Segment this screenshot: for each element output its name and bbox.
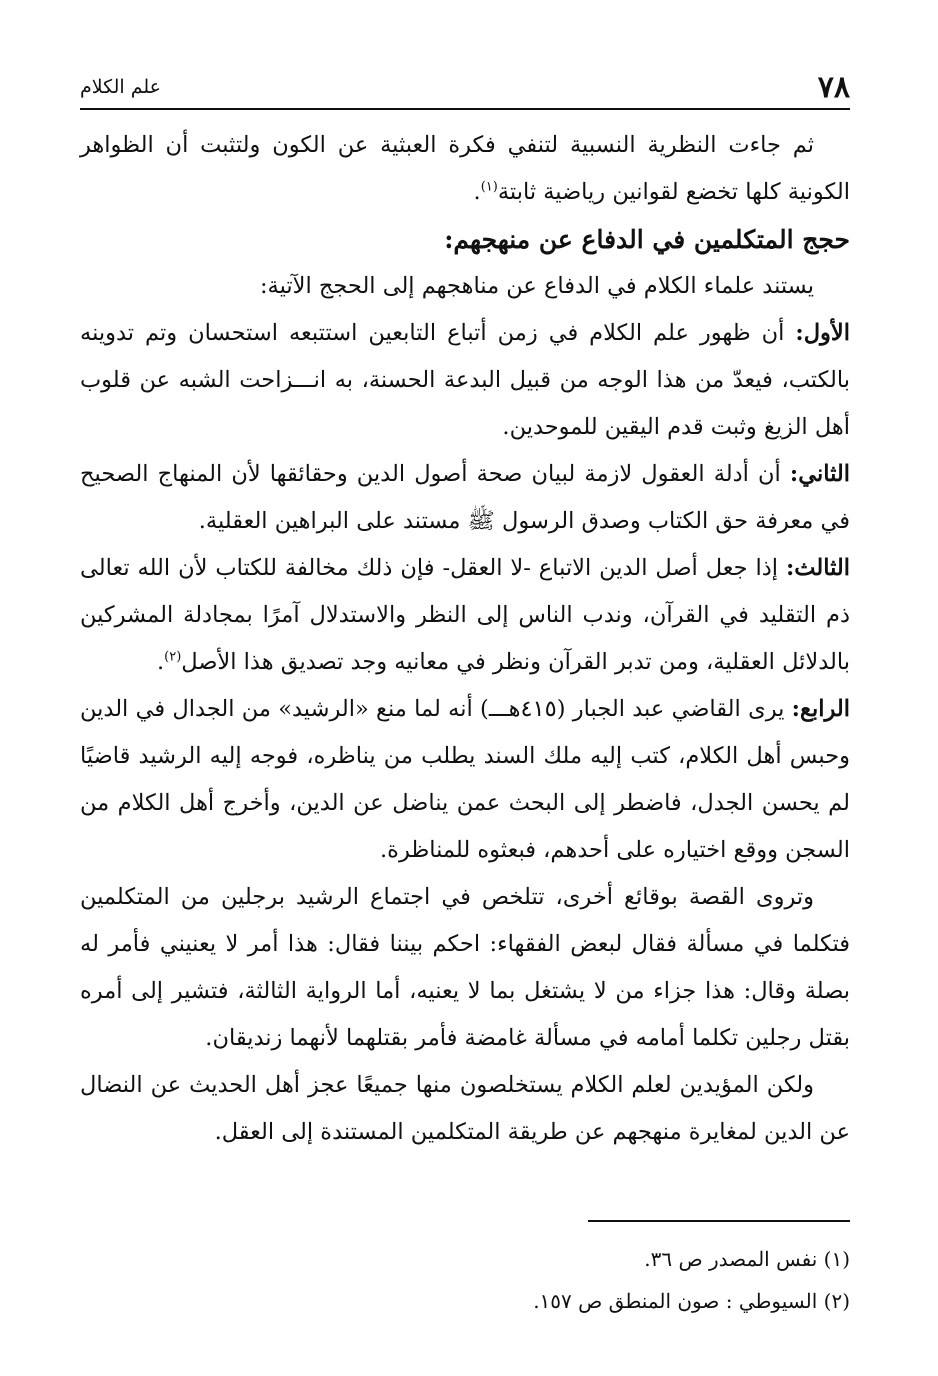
argument-second-label: الثاني: bbox=[789, 461, 850, 487]
argument-third: الثالث: إذا جعل أصل الدين الاتباع -لا العقل- فإن ذلك مخالفة للكتاب لأن الله تعالى ذم التقليد في القرآن، وندب الناس إلى النظر والاستدلال آمرًا بمجادلة المشركين بالدلائل العقلية، ومن تدبر القرآن ونظر في معانيه وجد تصديق هذا الأصل$^{(٢)}$. bbox=[80, 555, 850, 675]
paragraph-relativity: ثم جاءت النظرية النسبية لتنفي فكرة العبثية عن الكون ولتثبت أن الظواهر الكونية كلها تخضع لقوانين رياضية ثابتة$^{(١)}$. bbox=[80, 132, 850, 205]
body-text bbox=[80, 122, 850, 1156]
paragraph-story: وتروى القصة بوقائع أخرى، تتلخص في اجتماع الرشيد برجلين من المتكلمين فتكلما في مسألة فقال لبعض الفقهاء: احكم بيننا فقال: هذا أمر لا يعنيني فأمر له بصلة وقال: هذا جزاء من لا يشتغل بما لا يعنيه، أما الرواية الثالثة، فتشير إلى أمره بقتل رجلين تكلما أمامه في مسألة غامضة فأمر بقتلهما لأنهما زنديقان. bbox=[80, 884, 850, 1051]
page-number: ٧٨ bbox=[817, 70, 850, 105]
paragraph-conclusion: ولكن المؤيدين لعلم الكلام يستخلصون منها جميعًا عجز أهل الحديث عن النضال عن الدين لمغايرة منهجهم عن طريقة المتكلمين المستندة إلى العقل. bbox=[80, 1072, 850, 1145]
argument-second: الثاني: أن أدلة العقول لازمة لبيان صحة أصول الدين وحقائقها لأن المنهاج الصحيح في معرفة حق الكتاب وصدق الرسول ﷺ مستند على البراهين العقلية. bbox=[80, 461, 850, 534]
footnote-ref-2: (٢) bbox=[164, 649, 182, 665]
footnote-2: (٢) السيوطي : صون المنطق ص ١٥٧. bbox=[533, 1289, 850, 1313]
argument-first-label: الأول: bbox=[795, 320, 850, 346]
paragraph-intro: يستند علماء الكلام في الدفاع عن مناهجهم إلى الحجج الآتية: bbox=[259, 273, 814, 299]
section-heading: حجج المتكلمين في الدفاع عن منهجهم: bbox=[444, 225, 850, 254]
running-title: علم الكلام bbox=[80, 76, 161, 98]
footnote-divider bbox=[588, 1220, 850, 1222]
footnote-1: (١) نفس المصدر ص ٣٦. bbox=[644, 1247, 850, 1271]
argument-first: الأول: أن ظهور علم الكلام في زمن أتباع التابعين استتبعه استحسان وتم تدوينه بالكتب، فيعدّ من هذا الوجه من قبيل البدعة الحسنة، به انـــزاحت الشبه عن قلوب أهل الزيغ وثبت قدم اليقين للموحدين. bbox=[80, 320, 850, 440]
footnotes bbox=[350, 1238, 850, 1322]
argument-fourth-label: الرابع: bbox=[791, 696, 850, 722]
argument-third-label: الثالث: bbox=[785, 555, 850, 581]
argument-fourth: الرابع: يرى القاضي عبد الجبار (٤١٥هـــ) أنه لما منع «الرشيد» من الجدال في الدين وحبس أهل الكلام، كتب إليه ملك السند يطلب من يناظره، فوجه إليه الرشيد قاضيًا لم يحسن الجدل، فاضطر إلى البحث عمن يناضل عن الدين، وأخرج أهل الكلام من السجن ووقع اختياره على أحدهم، فبعثوه للمناظرة. bbox=[80, 696, 850, 863]
page-header bbox=[80, 68, 850, 110]
footnote-ref-1: (١) bbox=[480, 179, 498, 195]
